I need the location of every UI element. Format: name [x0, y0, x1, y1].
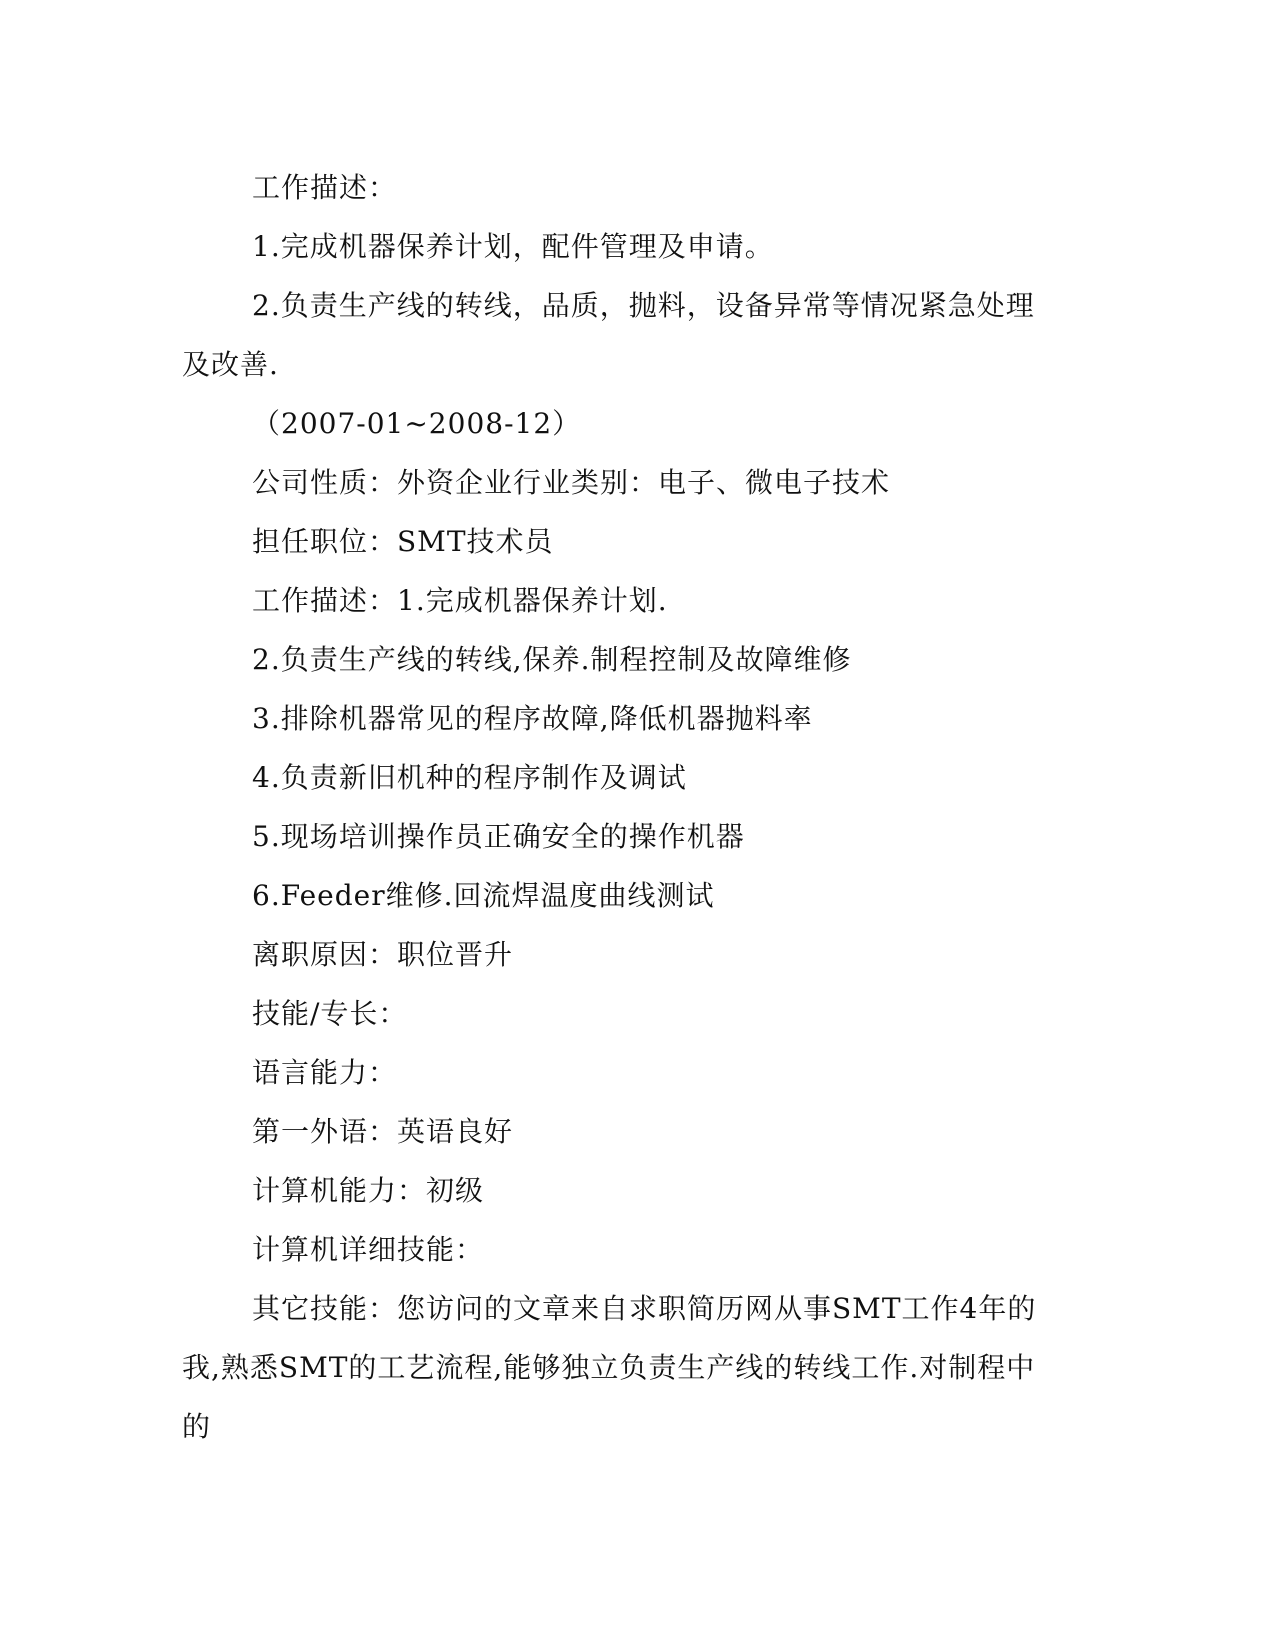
paragraph-computer-ability: 计算机能力：初级 — [252, 1174, 485, 1207]
paragraph-job-description-heading: 工作描述： — [252, 171, 398, 204]
paragraph-period: （2007-01~2008-12） — [252, 407, 582, 440]
paragraph-task-2: 2.负责生产线的转线,保养.制程控制及故障维修 — [252, 643, 852, 676]
paragraph-company-nature: 公司性质：外资企业行业类别：电子、微电子技术 — [252, 466, 891, 499]
paragraph-computer-skills: 计算机详细技能： — [252, 1233, 485, 1266]
paragraph-task-6: 6.Feeder维修.回流焊温度曲线测试 — [252, 879, 715, 912]
document-body — [182, 158, 1042, 1456]
paragraph-duty-2: 2.负责生产线的转线，品质，抛料，设备异常等情况紧急处理及改善. — [182, 289, 1035, 381]
paragraph-task-5: 5.现场培训操作员正确安全的操作机器 — [252, 820, 745, 853]
paragraph-first-foreign-language: 第一外语：英语良好 — [252, 1115, 514, 1148]
paragraph-language-ability: 语言能力： — [252, 1056, 398, 1089]
paragraph-duty-1: 1.完成机器保养计划，配件管理及申请。 — [252, 230, 774, 263]
paragraph-job-description: 工作描述：1.完成机器保养计划. — [252, 584, 668, 617]
paragraph-task-3: 3.排除机器常见的程序故障,降低机器抛料率 — [252, 702, 813, 735]
paragraph-position: 担任职位：SMT技术员 — [252, 525, 554, 558]
paragraph-other-skills: 其它技能：您访问的文章来自求职简历网从事SMT工作4年的我,熟悉SMT的工艺流程,能够独立负责生产线的转线工作.对制程中的 — [182, 1292, 1037, 1443]
paragraph-skills-heading: 技能/专长： — [252, 997, 408, 1030]
paragraph-leave-reason: 离职原因：职位晋升 — [252, 938, 514, 971]
paragraph-task-4: 4.负责新旧机种的程序制作及调试 — [252, 761, 687, 794]
